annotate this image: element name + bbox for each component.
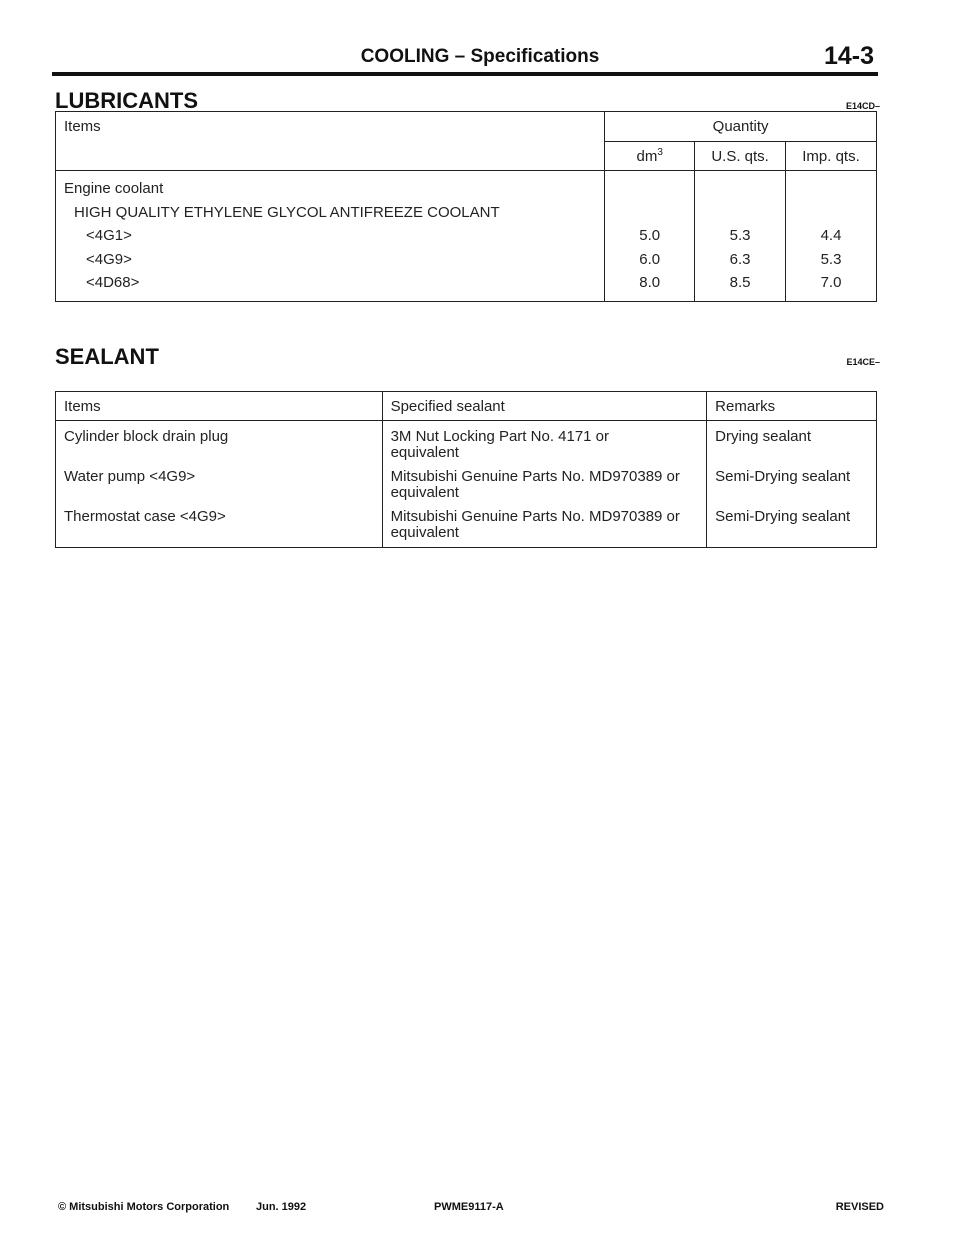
lubricants-code: E14CD– — [845, 101, 880, 111]
sealant-remarks: Semi-Drying sealant — [707, 509, 877, 548]
sealant-spec: Mitsubishi Genuine Parts No. MD970389 or equivalent — [382, 469, 707, 509]
item-line: <4G1> — [86, 227, 132, 244]
header-divider — [52, 72, 878, 76]
footer-status: REVISED — [835, 1201, 884, 1213]
sealant-remarks: Drying sealant — [707, 421, 877, 470]
item-line: <4G9> — [86, 250, 132, 268]
footer-doc-code: PWME9117-A — [434, 1201, 504, 1213]
sealant-items-header: Items — [56, 392, 383, 421]
imp-qts-value: 5.3 — [820, 250, 842, 268]
page-title: COOLING – Specifications — [360, 46, 600, 67]
table-row — [56, 509, 877, 548]
dm3-value: 6.0 — [639, 250, 661, 268]
lubricants-table — [55, 111, 877, 302]
imp-qts-value: 7.0 — [820, 274, 842, 291]
footer-date: Jun. 1992 — [256, 1201, 307, 1213]
specified-sealant-header: Specified sealant — [382, 392, 707, 421]
us-qts-value: 8.5 — [729, 274, 751, 291]
sealant-spec: Mitsubishi Genuine Parts No. MD970389 or equivalent — [382, 509, 707, 548]
dm3-value: 5.0 — [639, 227, 661, 244]
sealant-spec: 3M Nut Locking Part No. 4171 or equivalent — [382, 421, 707, 470]
item-line: <4D68> — [86, 274, 140, 291]
table-row — [56, 421, 877, 470]
item-line: Engine coolant — [64, 180, 164, 197]
dm3-value: 8.0 — [639, 274, 661, 291]
lubricant-items-cell — [56, 171, 605, 302]
sealant-remarks: Semi-Drying sealant — [707, 469, 877, 509]
sealant-item: Water pump <4G9> — [64, 468, 196, 485]
sealant-table — [55, 391, 877, 548]
page-number: 14-3 — [823, 42, 874, 70]
lubricants-items-header: Items — [56, 112, 605, 171]
remarks-header: Remarks — [707, 392, 877, 421]
us-qts-header: U.S. qts. — [695, 142, 786, 171]
dm3-header: $dm^3$ — [605, 142, 695, 171]
us-qts-value: 6.3 — [729, 250, 751, 268]
imp-qts-value: 4.4 — [820, 227, 842, 244]
sealant-item: Cylinder block drain plug — [64, 428, 229, 445]
item-line: HIGH QUALITY ETHYLENE GLYCOL ANTIFREEZE COOLANT — [74, 203, 500, 221]
imp-qts-header: Imp. qts. — [786, 142, 877, 171]
imp-qts-values-cell — [786, 171, 877, 302]
footer-copyright: © Mitsubishi Motors Corporation — [58, 1201, 230, 1213]
sealant-item: Thermostat case <4G9> — [64, 508, 226, 525]
sealant-code: E14CE– — [846, 357, 880, 367]
sealant-title: SEALANT — [55, 344, 159, 369]
quantity-header: Quantity — [605, 112, 877, 142]
lubricants-title: LUBRICANTS — [55, 88, 198, 113]
us-qts-value: 5.3 — [729, 227, 751, 244]
table-row — [56, 469, 877, 509]
dm3-values-cell — [605, 171, 695, 302]
us-qts-values-cell — [695, 171, 786, 302]
